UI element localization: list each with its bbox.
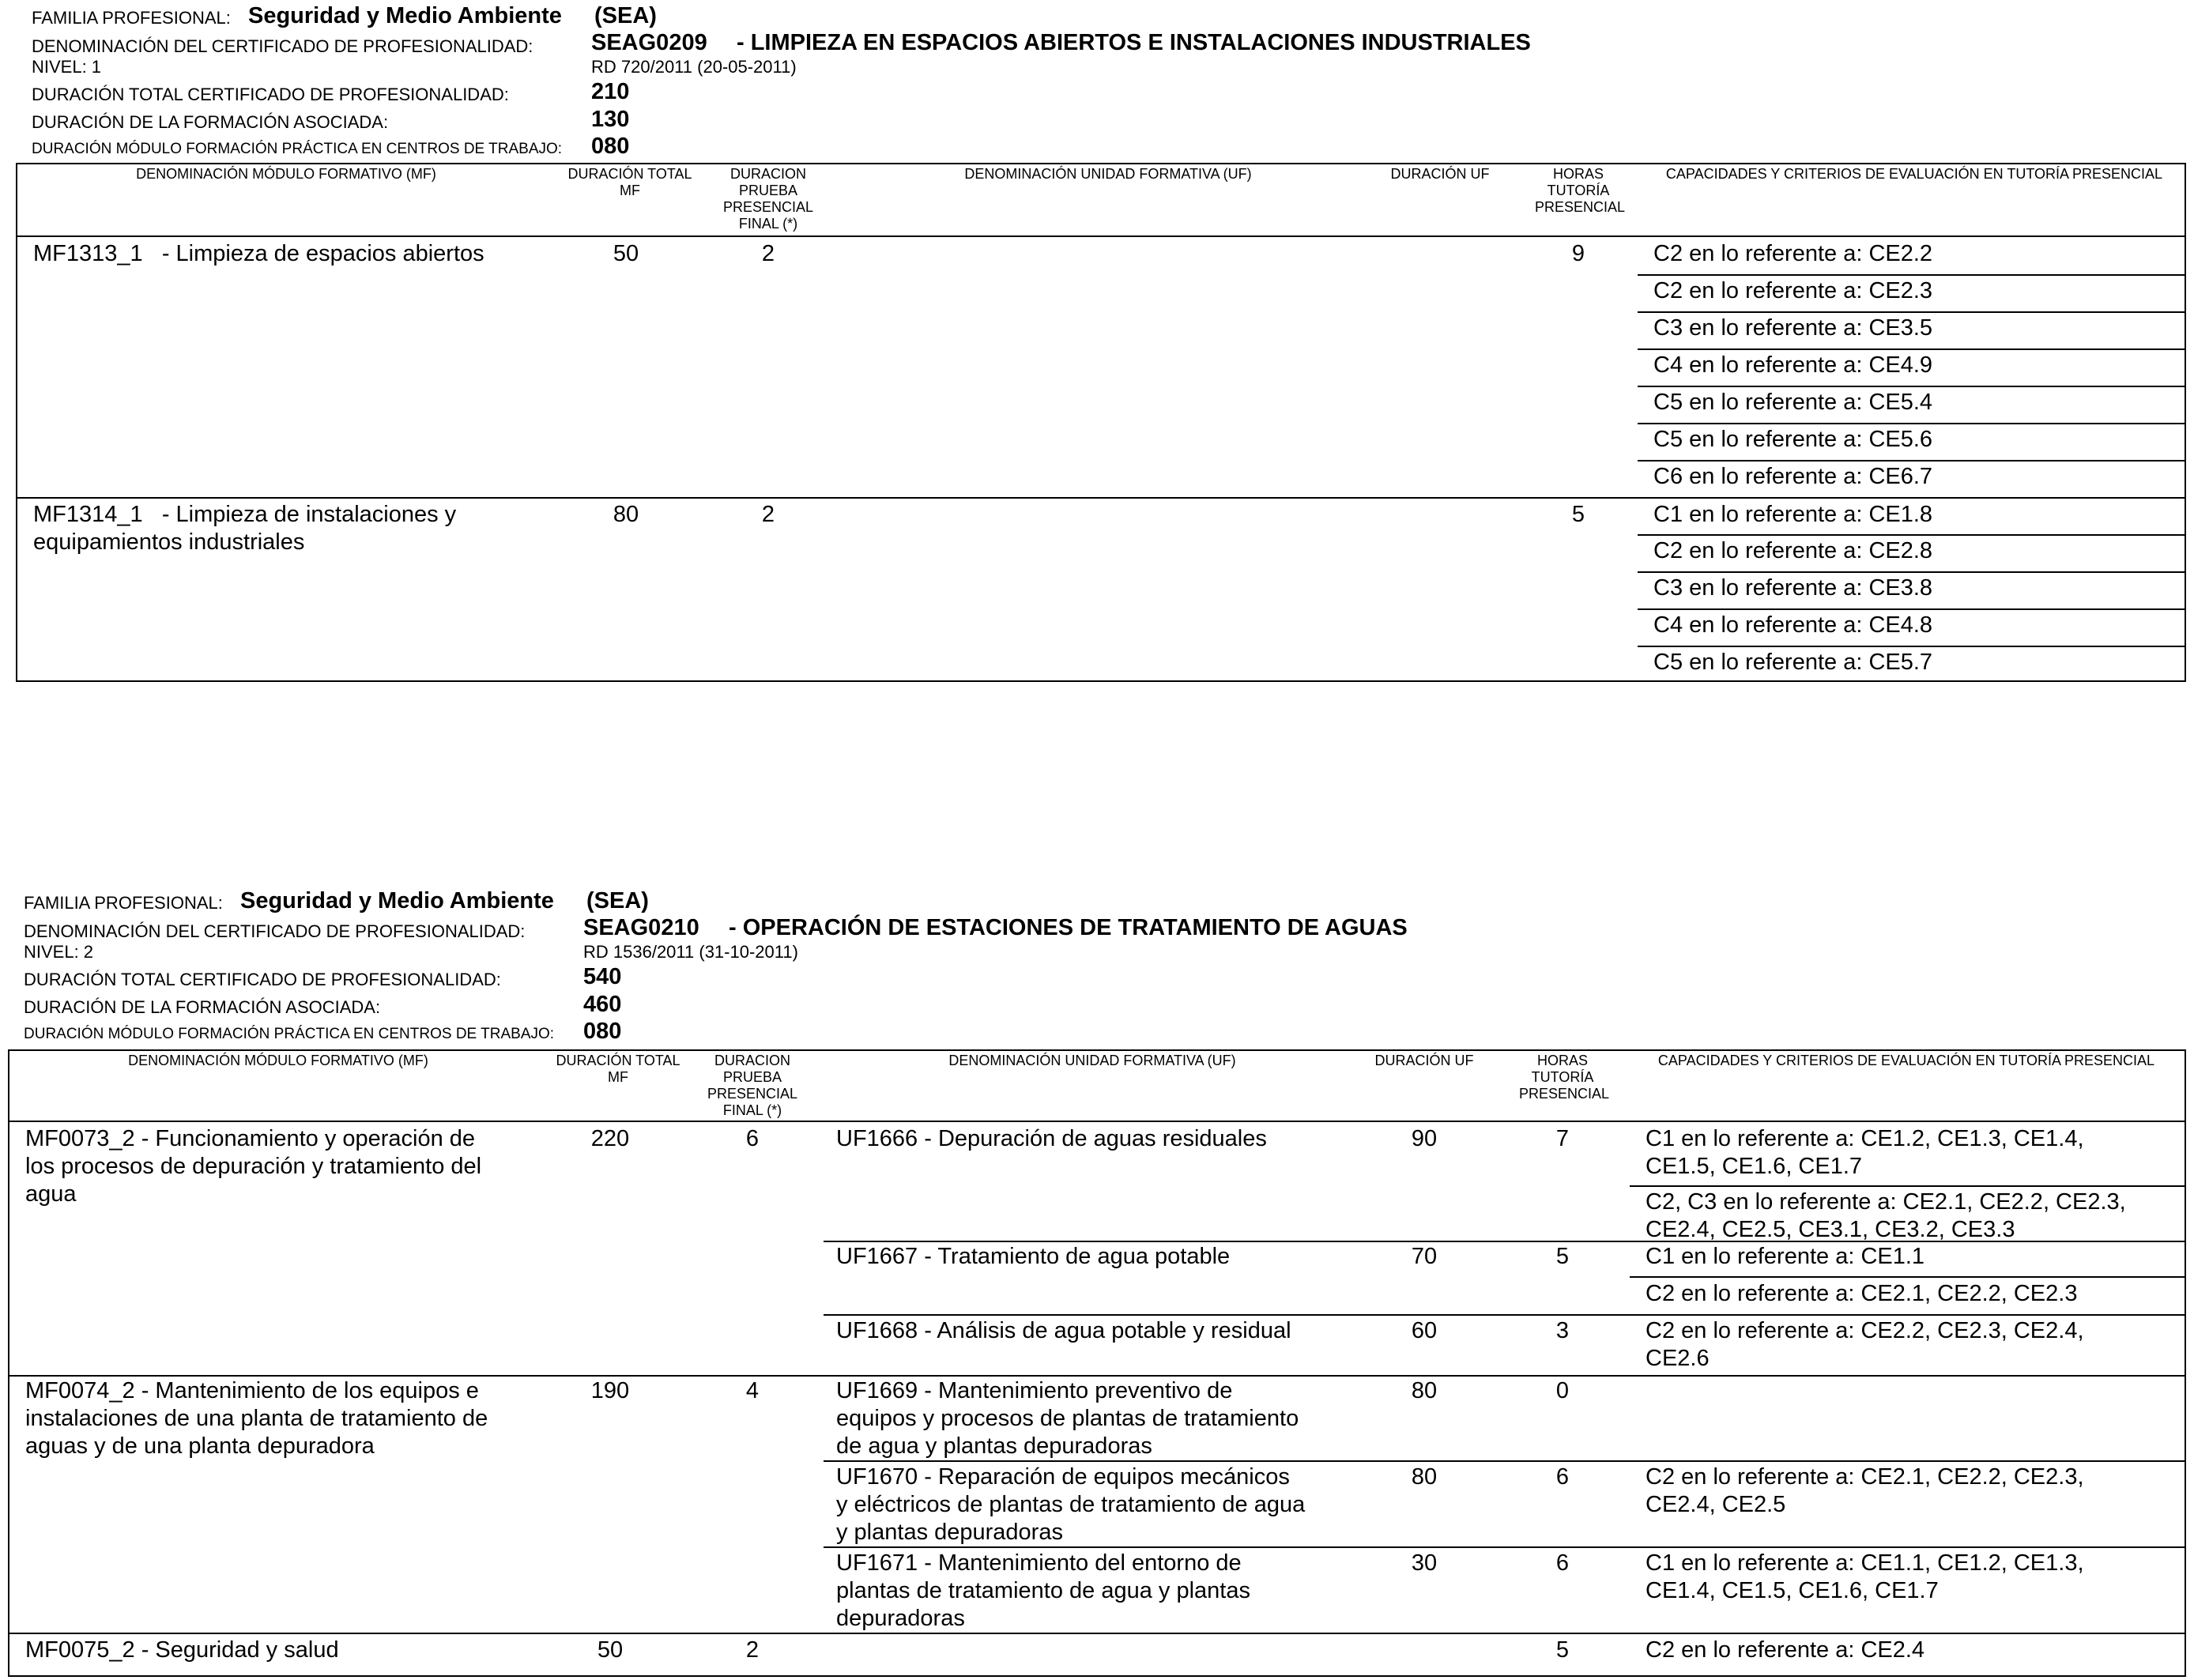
cert-code: SEAG0210 — [583, 915, 699, 940]
criterio-cont: CE2.4, CE2.5 — [1646, 1492, 1786, 1517]
header-dur-mf: DURACIÓN TOTAL MF — [567, 166, 692, 198]
criterio: C1 en lo referente a: CE1.2, CE1.3, CE1.4, — [1646, 1126, 2084, 1151]
duracion-practica-value: 080 — [591, 134, 630, 159]
header-uf: DENOMINACIÓN UNIDAD FORMATIVA (UF) — [948, 1053, 1236, 1068]
row-divider — [1638, 274, 2185, 276]
criterio: C5 en lo referente a: CE5.7 — [1653, 650, 1933, 675]
criterio: C2, C3 en lo referente a: CE2.1, CE2.2, CE2.3, — [1646, 1189, 2126, 1215]
duracion-formacion-value: 130 — [591, 107, 630, 132]
criterio-cont: CE1.4, CE1.5, CE1.6, CE1.7 — [1646, 1578, 1939, 1603]
row-divider — [1630, 1276, 2185, 1278]
horas: 7 — [1555, 1126, 1570, 1151]
familia-label: FAMILIA PROFESIONAL: — [24, 893, 223, 913]
criterio-cont: CE2.6 — [1646, 1346, 1710, 1371]
header-mf: DENOMINACIÓN MÓDULO FORMATIVO (MF) — [136, 166, 436, 182]
dur-uf: 80 — [1411, 1378, 1438, 1403]
duracion-formacion-value: 460 — [583, 992, 622, 1017]
dur-mf: 190 — [590, 1378, 630, 1403]
dur-uf: 30 — [1411, 1550, 1438, 1576]
horas: 5 — [1555, 1637, 1570, 1663]
header-prueba: DURACION PRUEBA PRESENCIAL FINAL (*) — [722, 166, 814, 232]
criterio: C2 en lo referente a: CE2.4 — [1646, 1637, 1925, 1663]
horas: 5 — [1571, 502, 1585, 527]
header-dur-uf: DURACIÓN UF — [1374, 1053, 1474, 1068]
row-divider — [9, 1375, 2185, 1377]
criterio: C1 en lo referente a: CE1.1 — [1646, 1244, 1925, 1269]
uf-name-cont: y eléctricos de plantas de tratamiento de agua — [836, 1492, 1306, 1517]
prueba: 6 — [745, 1126, 760, 1151]
criterio: C5 en lo referente a: CE5.4 — [1653, 390, 1933, 415]
dur-mf: 80 — [613, 502, 639, 527]
criterio: C2 en lo referente a: CE2.8 — [1653, 538, 1933, 563]
criterio: C2 en lo referente a: CE2.2, CE2.3, CE2.4, — [1646, 1318, 2084, 1343]
duracion-formacion-label: DURACIÓN DE LA FORMACIÓN ASOCIADA: — [32, 112, 389, 132]
denominacion-label: DENOMINACIÓN DEL CERTIFICADO DE PROFESIONALIDAD: — [32, 36, 533, 56]
header-horas: HORAS TUTORÍA PRESENCIAL — [1519, 1053, 1610, 1102]
duracion-practica-value: 080 — [583, 1019, 622, 1044]
familia-value: Seguridad y Medio Ambiente — [240, 888, 554, 913]
horas: 9 — [1571, 241, 1585, 266]
row-divider — [9, 1633, 2185, 1634]
mf-name-cont: equipamientos industriales — [33, 529, 305, 555]
mf-name-cont: aguas y de una planta depuradora — [25, 1433, 375, 1459]
duracion-total-label: DURACIÓN TOTAL CERTIFICADO DE PROFESIONALIDAD: — [32, 85, 509, 104]
header-divider — [9, 1121, 2185, 1122]
row-divider — [1638, 386, 2185, 387]
mf-code-name: MF1314_1 - Limpieza de instalaciones y — [33, 502, 457, 527]
row-divider — [824, 1314, 2185, 1316]
dur-uf: 70 — [1411, 1244, 1438, 1269]
modules-table-1 — [16, 163, 2186, 682]
criterio: C2 en lo referente a: CE2.3 — [1653, 278, 1933, 303]
criterio: C1 en lo referente a: CE1.1, CE1.2, CE1.3, — [1646, 1550, 2084, 1576]
criterio-cont: CE1.5, CE1.6, CE1.7 — [1646, 1154, 1863, 1179]
header-capacidades: CAPACIDADES Y CRITERIOS DE EVALUACIÓN EN TUTORÍA PRESENCIAL — [1657, 1053, 2155, 1068]
uf-name-cont: y plantas depuradoras — [836, 1520, 1063, 1545]
duracion-practica-label: DURACIÓN MÓDULO FORMACIÓN PRÁCTICA EN CENTROS DE TRABAJO: — [32, 141, 563, 157]
mf-name-cont: agua — [25, 1181, 77, 1207]
familia-code: (SEA) — [594, 3, 657, 28]
uf-name: UF1670 - Reparación de equipos mecánicos — [836, 1464, 1290, 1490]
familia-label: FAMILIA PROFESIONAL: — [32, 8, 231, 28]
uf-name-cont: depuradoras — [836, 1606, 965, 1631]
uf-name: UF1669 - Mantenimiento preventivo de — [836, 1378, 1233, 1403]
row-divider — [1630, 1185, 2185, 1187]
cert-name: - LIMPIEZA EN ESPACIOS ABIERTOS E INSTALACIONES INDUSTRIALES — [737, 30, 1531, 55]
nivel-label: NIVEL: 2 — [24, 942, 94, 962]
uf-name-cont: de agua y plantas depuradoras — [836, 1433, 1152, 1459]
mf-code-name: MF1313_1 - Limpieza de espacios abiertos — [33, 241, 484, 266]
criterio: C5 en lo referente a: CE5.6 — [1653, 427, 1933, 452]
prueba: 2 — [745, 1637, 760, 1663]
horas: 5 — [1555, 1244, 1570, 1269]
dur-uf: 90 — [1411, 1126, 1438, 1151]
uf-name: UF1666 - Depuración de aguas residuales — [836, 1126, 1267, 1151]
row-divider — [824, 1546, 2185, 1548]
cert-code: SEAG0209 — [591, 30, 707, 55]
header-mf: DENOMINACIÓN MÓDULO FORMATIVO (MF) — [128, 1053, 428, 1068]
criterio: C2 en lo referente a: CE2.2 — [1653, 241, 1933, 266]
familia-code: (SEA) — [586, 888, 649, 913]
mf-name: MF0074_2 - Mantenimiento de los equipos e — [25, 1378, 479, 1403]
cert-name: - OPERACIÓN DE ESTACIONES DE TRATAMIENTO DE AGUAS — [729, 915, 1408, 940]
criterio: C2 en lo referente a: CE2.1, CE2.2, CE2.3 — [1646, 1281, 2078, 1306]
criterio: C3 en lo referente a: CE3.5 — [1653, 315, 1933, 341]
criterio-cont: CE2.4, CE2.5, CE3.1, CE3.2, CE3.3 — [1646, 1217, 2015, 1242]
row-divider — [1638, 423, 2185, 424]
criterio: C4 en lo referente a: CE4.8 — [1653, 612, 1933, 638]
duracion-total-value: 540 — [583, 964, 622, 989]
prueba: 2 — [761, 502, 775, 527]
header-dur-mf: DURACIÓN TOTAL MF — [556, 1053, 680, 1085]
duracion-practica-label: DURACIÓN MÓDULO FORMACIÓN PRÁCTICA EN CENTROS DE TRABAJO: — [24, 1026, 555, 1042]
dur-uf: 80 — [1411, 1464, 1438, 1490]
duracion-total-value: 210 — [591, 79, 630, 104]
row-divider — [824, 1241, 2185, 1242]
row-divider — [1638, 646, 2185, 647]
criterio: C3 en lo referente a: CE3.8 — [1653, 575, 1933, 601]
dur-mf: 220 — [590, 1126, 630, 1151]
duracion-total-label: DURACIÓN TOTAL CERTIFICADO DE PROFESIONALIDAD: — [24, 970, 501, 989]
row-divider — [824, 1460, 2185, 1462]
prueba: 4 — [745, 1378, 760, 1403]
header-prueba: DURACION PRUEBA PRESENCIAL FINAL (*) — [707, 1053, 798, 1118]
horas: 0 — [1555, 1378, 1570, 1403]
modules-table-2 — [8, 1049, 2186, 1677]
dur-uf: 60 — [1411, 1318, 1438, 1343]
criterio: C6 en lo referente a: CE6.7 — [1653, 464, 1933, 489]
horas: 6 — [1555, 1464, 1570, 1490]
uf-name: UF1668 - Análisis de agua potable y residual — [836, 1318, 1291, 1343]
mf-name-cont: los procesos de depuración y tratamiento del — [25, 1154, 482, 1179]
nivel-label: NIVEL: 1 — [32, 57, 102, 77]
header-uf: DENOMINACIÓN UNIDAD FORMATIVA (UF) — [964, 166, 1252, 182]
uf-name-cont: plantas de tratamiento de agua y plantas — [836, 1578, 1250, 1603]
header-horas: HORAS TUTORÍA PRESENCIAL — [1535, 166, 1626, 215]
row-divider — [1638, 311, 2185, 313]
uf-name-cont: equipos y procesos de plantas de tratamiento — [836, 1406, 1299, 1431]
horas: 3 — [1555, 1318, 1570, 1343]
header-dur-uf: DURACIÓN UF — [1390, 166, 1490, 182]
dur-mf: 50 — [597, 1637, 624, 1663]
criterio: C4 en lo referente a: CE4.9 — [1653, 352, 1933, 378]
horas: 6 — [1555, 1550, 1570, 1576]
uf-name: UF1671 - Mantenimiento del entorno de — [836, 1550, 1242, 1576]
mf-name-cont: instalaciones de una planta de tratamiento de — [25, 1406, 488, 1431]
dur-mf: 50 — [613, 241, 639, 266]
row-divider — [1638, 608, 2185, 610]
criterio: C1 en lo referente a: CE1.8 — [1653, 502, 1933, 527]
row-divider — [1638, 348, 2185, 350]
mf-name: MF0073_2 - Funcionamiento y operación de — [25, 1126, 476, 1151]
prueba: 2 — [761, 241, 775, 266]
header-divider — [17, 235, 2185, 237]
duracion-formacion-label: DURACIÓN DE LA FORMACIÓN ASOCIADA: — [24, 997, 381, 1017]
criterio: C2 en lo referente a: CE2.1, CE2.2, CE2.3, — [1646, 1464, 2084, 1490]
header-capacidades: CAPACIDADES Y CRITERIOS DE EVALUACIÓN EN TUTORÍA PRESENCIAL — [1665, 166, 2163, 182]
row-divider — [1638, 534, 2185, 536]
row-divider — [1638, 460, 2185, 461]
familia-value: Seguridad y Medio Ambiente — [248, 3, 562, 28]
denominacion-label: DENOMINACIÓN DEL CERTIFICADO DE PROFESIONALIDAD: — [24, 921, 526, 941]
rd-reference: RD 1536/2011 (31-10-2011) — [583, 942, 798, 962]
row-divider — [1638, 571, 2185, 573]
uf-name: UF1667 - Tratamiento de agua potable — [836, 1244, 1231, 1269]
rd-reference: RD 720/2011 (20-05-2011) — [591, 57, 797, 77]
mf-name: MF0075_2 - Seguridad y salud — [25, 1637, 339, 1663]
row-divider — [17, 497, 2185, 499]
